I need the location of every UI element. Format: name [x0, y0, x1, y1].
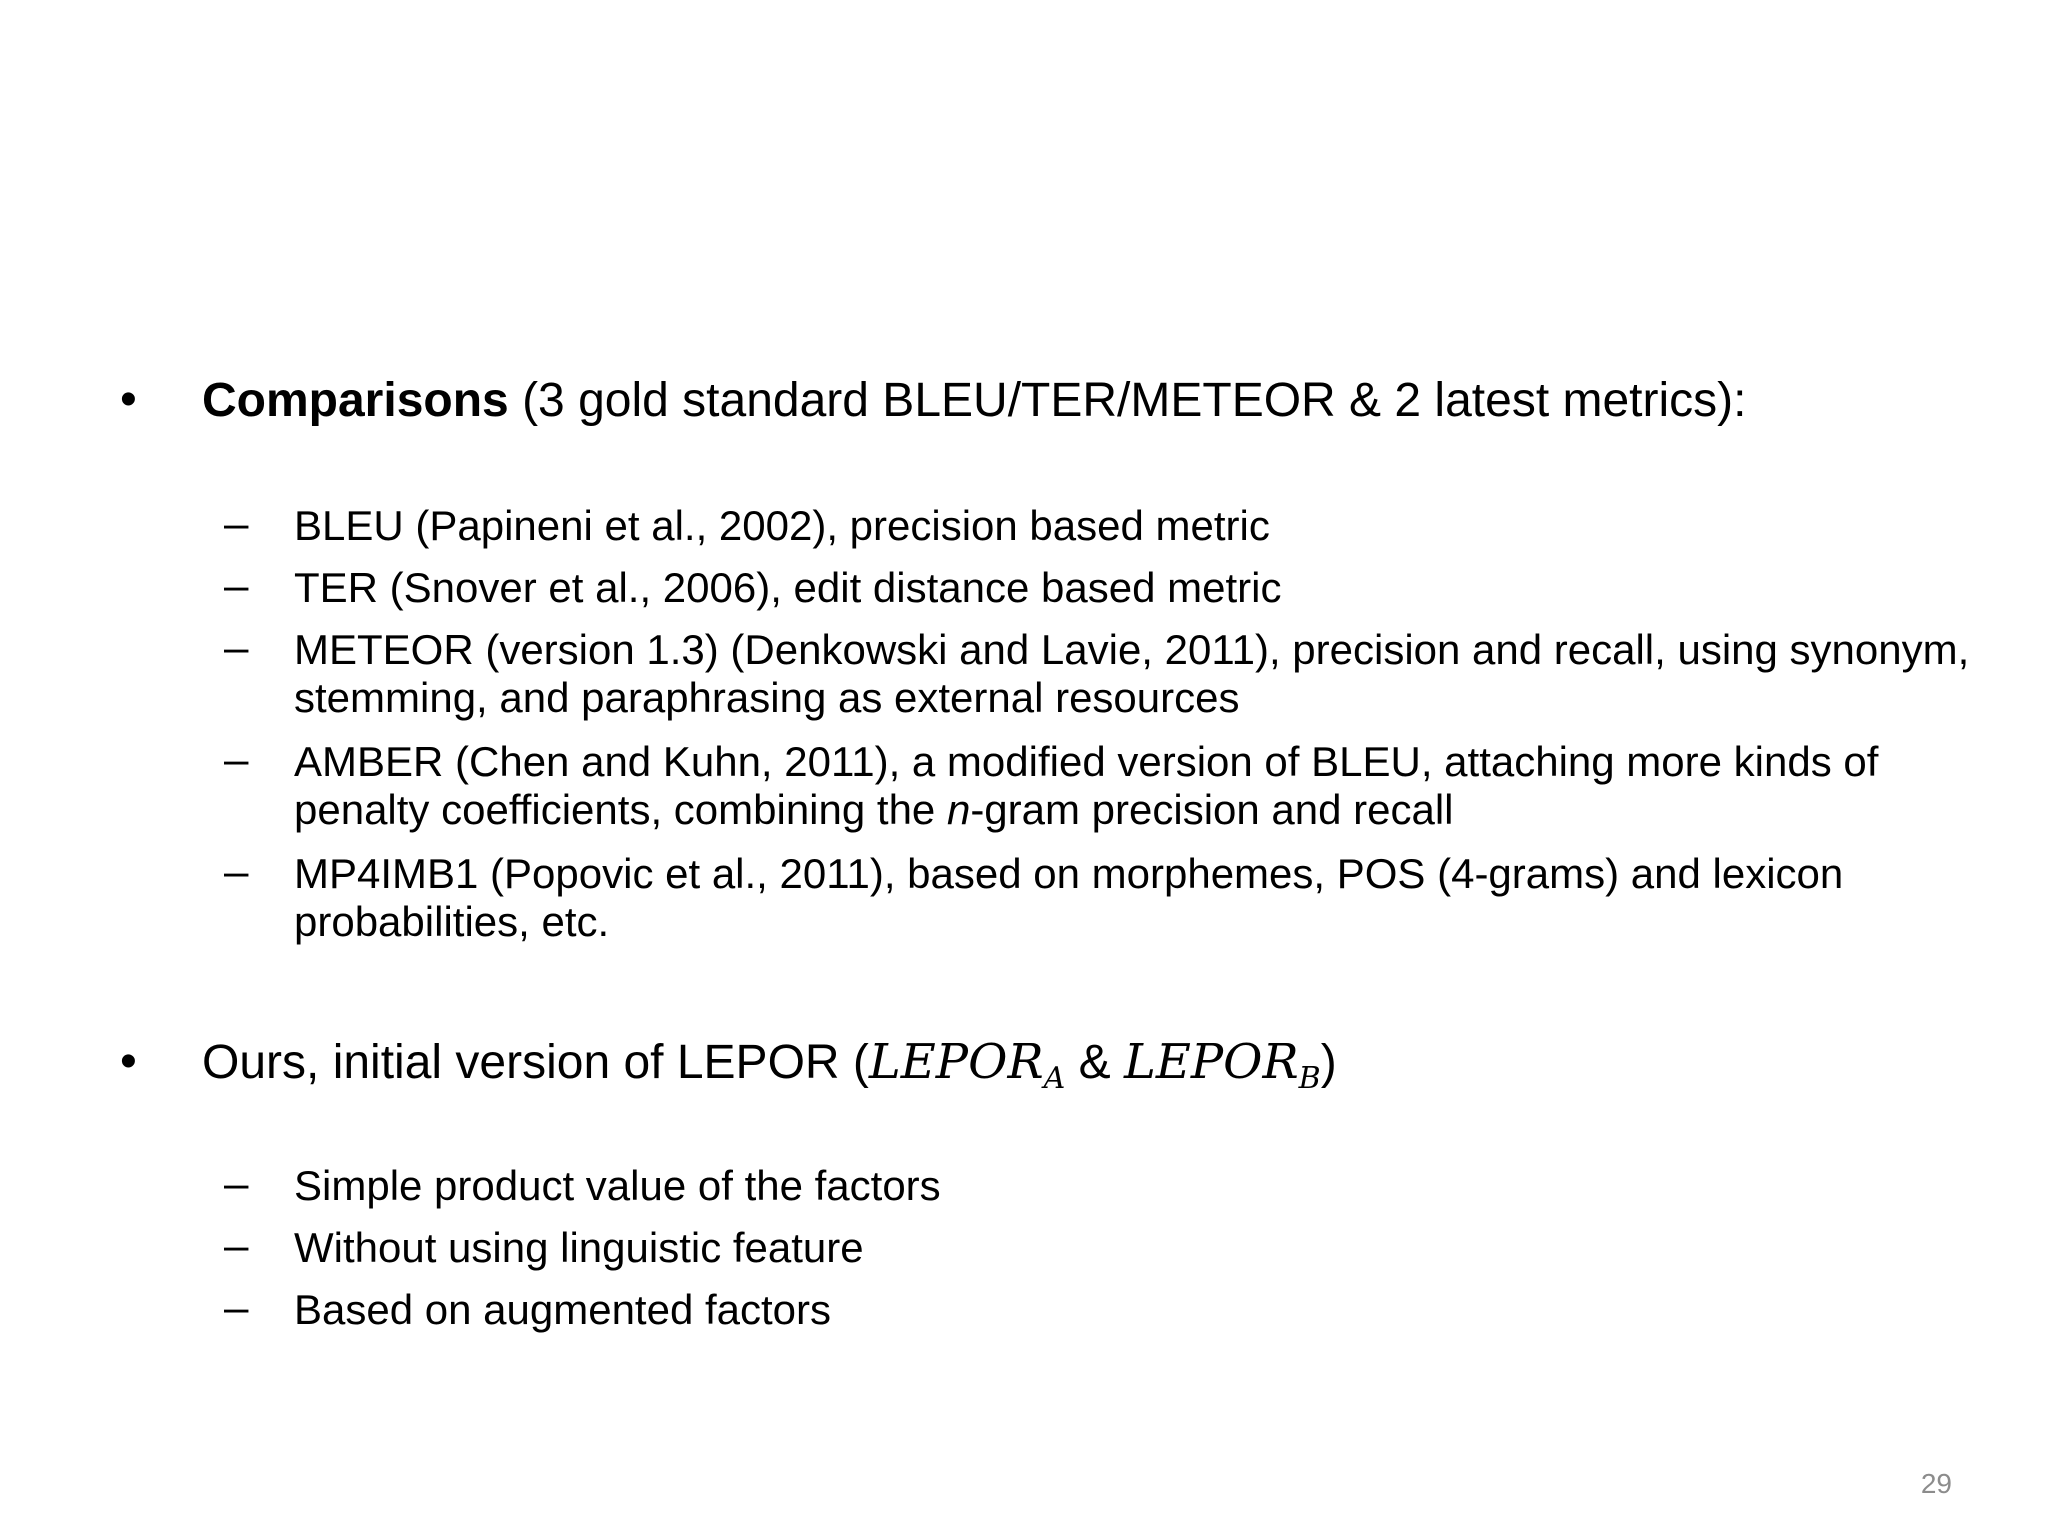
sub-item-text: TER (Snover et al., 2006), edit distance based metric — [294, 564, 1282, 611]
page-number: 29 — [1920, 1468, 1952, 1499]
sub-item-text — [294, 738, 1974, 834]
bullet-rest: (3 gold standard BLEU/TER/METEOR & 2 latest metrics): — [508, 374, 1747, 427]
sub-item-text: Simple product value of the factors — [294, 1162, 941, 1209]
sub-item-text: MP4IMB1 (Popovic et al., 2011), based on morphemes, POS (4-grams) and lexicon probabilities, etc. — [294, 850, 1844, 945]
dash-icon: – — [224, 847, 249, 896]
math-base: LEPOR — [868, 1034, 1044, 1090]
sub-item-text-before: AMBER (Chen and Kuhn, 2011), a modified version of BLEU, attaching more kinds of penalty coefficients, combining the — [294, 738, 1879, 833]
dash-icon: – — [224, 1221, 249, 1270]
sub-item-text-italic: n — [946, 786, 971, 833]
bullet-icon: • — [120, 373, 137, 426]
amp-text: & — [1065, 1036, 1124, 1089]
bullet-text — [202, 372, 1746, 430]
sub-item-text: Without using linguistic feature — [294, 1224, 864, 1271]
bullet-icon: • — [120, 1035, 137, 1088]
dash-icon: – — [224, 735, 249, 784]
dash-icon: – — [224, 623, 249, 672]
bullet-text — [202, 1034, 1337, 1096]
bullet-bold-label: Comparisons — [202, 374, 509, 427]
close-paren: ) — [1320, 1036, 1337, 1089]
sub-item-text: BLEU (Papineni et al., 2002), precision based metric — [294, 502, 1270, 549]
dash-icon: – — [224, 561, 249, 610]
math-lepor-b — [1123, 1034, 1321, 1096]
dash-icon: – — [224, 1283, 249, 1332]
dash-icon: – — [224, 1159, 249, 1208]
bullet-ours-text: Ours, initial version of LEPOR ( — [202, 1036, 869, 1089]
sub-item-text-after: -gram precision and recall — [970, 786, 1454, 833]
sub-item-text: Based on augmented factors — [294, 1286, 832, 1333]
math-subscript: A — [1043, 1061, 1066, 1096]
math-base: LEPOR — [1123, 1034, 1299, 1090]
math-lepor-a — [868, 1034, 1066, 1096]
math-subscript: B — [1298, 1061, 1321, 1096]
dash-icon: – — [224, 499, 249, 548]
sub-item-text: METEOR (version 1.3) (Denkowski and Lavie, 2011), precision and recall, using synonym, stemming, and paraphrasing as external resources — [294, 626, 1970, 721]
